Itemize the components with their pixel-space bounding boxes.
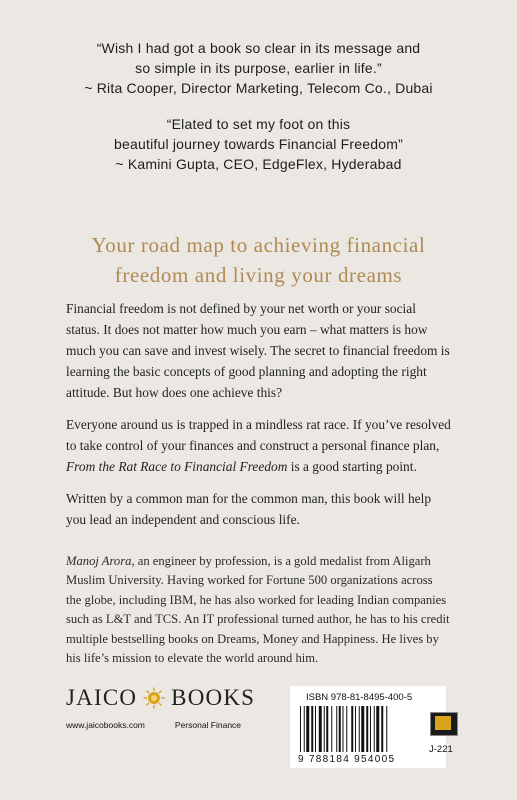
barcode-bar — [361, 706, 364, 752]
barcode-bar — [315, 706, 316, 752]
book-icon-fill — [435, 716, 451, 730]
quote-attribution: ~ Kamini Gupta, CEO, EdgeFlex, Hyderabad — [115, 156, 402, 172]
barcode-bar — [386, 706, 387, 752]
barcode-bar — [319, 706, 322, 752]
text-line: his life’s mission to elevate the world around him. — [66, 651, 319, 666]
barcode-bar — [346, 706, 347, 752]
quote-line: so simple in its purpose, earlier in life.” — [135, 60, 382, 76]
publisher-website: www.jaicobooks.com — [66, 720, 145, 730]
text-line — [66, 552, 468, 571]
sun-emblem-icon — [143, 687, 165, 709]
isbn-label: ISBN 978-81-8495-400-5 — [306, 692, 413, 703]
barcode-bar — [300, 706, 301, 752]
barcode-digits: 9 788184 954005 — [298, 754, 396, 765]
author-bio — [66, 552, 468, 668]
tagline — [0, 230, 517, 290]
barcode-bar — [326, 706, 328, 752]
barcode-bar — [331, 706, 332, 752]
text-line: you lead an independent and conscious life. — [66, 512, 300, 527]
barcode-bar — [336, 706, 337, 752]
logo-word-right: BOOKS — [171, 685, 256, 710]
quote-line: “Elated to set my foot on this — [166, 116, 351, 132]
book-category: Personal Finance — [174, 720, 242, 730]
text-line: the globe, including IBM, he has also worked for leading Indian companies — [66, 592, 447, 607]
book-description — [66, 298, 466, 541]
text-line: much you can save and invest wisely. The secret to financial freedom is — [66, 343, 450, 358]
book-icon — [430, 712, 458, 736]
text-line: Written by a common man for the common man, this book will help — [66, 491, 432, 506]
testimonial-2 — [0, 114, 517, 174]
barcode-bar — [324, 706, 325, 752]
barcode-bar — [311, 706, 313, 752]
text-line: Everyone around us is trapped in a mindless rat race. If you’ve resolved — [66, 417, 451, 432]
barcode-bar — [366, 706, 368, 752]
text-line: multiple bestselling books on Dreams, Money and Happiness. He lives by — [66, 631, 439, 646]
testimonials — [0, 38, 517, 190]
barcode-image — [298, 706, 416, 752]
barcode-panel — [290, 686, 446, 768]
description-paragraph-2 — [66, 414, 466, 477]
quote-attribution: ~ Rita Cooper, Director Marketing, Telecom Co., Dubai — [84, 80, 433, 96]
text-line: to take control of your finances and construct a personal finance plan, — [66, 438, 440, 453]
text-line: attitude. But how does one achieve this? — [66, 385, 283, 400]
barcode-bar — [359, 706, 360, 752]
barcode-bar — [339, 706, 341, 752]
barcode-bar — [374, 706, 375, 752]
tagline-line: freedom and living your dreams — [114, 263, 403, 287]
text-line: such as L&T and TCS. An IT professional turned author, he has to his credit — [66, 612, 450, 627]
barcode-bar — [355, 706, 356, 752]
book-title: From the Rat Race to Financial Freedom — [66, 459, 288, 474]
quote-line: beautiful journey towards Financial Freedom” — [114, 136, 403, 152]
author-name: Manoj Arora — [66, 554, 132, 568]
description-paragraph-3 — [66, 488, 466, 530]
text-fragment: , an engineer by profession, is a gold medalist from Aligarh — [131, 554, 431, 568]
barcode-bar — [304, 706, 305, 752]
text-line: status. It does not matter how much you earn – what matters is how — [66, 322, 428, 337]
description-paragraph-1 — [66, 298, 466, 403]
text-fragment: is a good starting point. — [287, 459, 417, 474]
quote-line: “Wish I had got a book so clear in its message and — [96, 40, 421, 56]
barcode-bar — [351, 706, 353, 752]
barcode-bar — [370, 706, 371, 752]
text-line: Financial freedom is not defined by your net worth or your social — [66, 301, 416, 316]
barcode-bar — [306, 706, 309, 752]
publisher-logo — [66, 684, 266, 712]
text-line: learning the basic concepts of good planning and adopting the right — [66, 364, 427, 379]
barcode-bar — [381, 706, 383, 752]
catalog-code: J-221 — [429, 744, 453, 755]
text-line — [66, 456, 466, 477]
tagline-line: Your road map to achieving financial — [91, 233, 426, 257]
publisher-block — [66, 684, 266, 730]
barcode-bar — [343, 706, 344, 752]
text-line: Muslim University. Having worked for Fortune 500 organizations across — [66, 573, 433, 588]
logo-word-left: JAICO — [66, 685, 138, 710]
publisher-meta — [66, 720, 266, 730]
testimonial-1 — [0, 38, 517, 98]
barcode-bar — [376, 706, 379, 752]
